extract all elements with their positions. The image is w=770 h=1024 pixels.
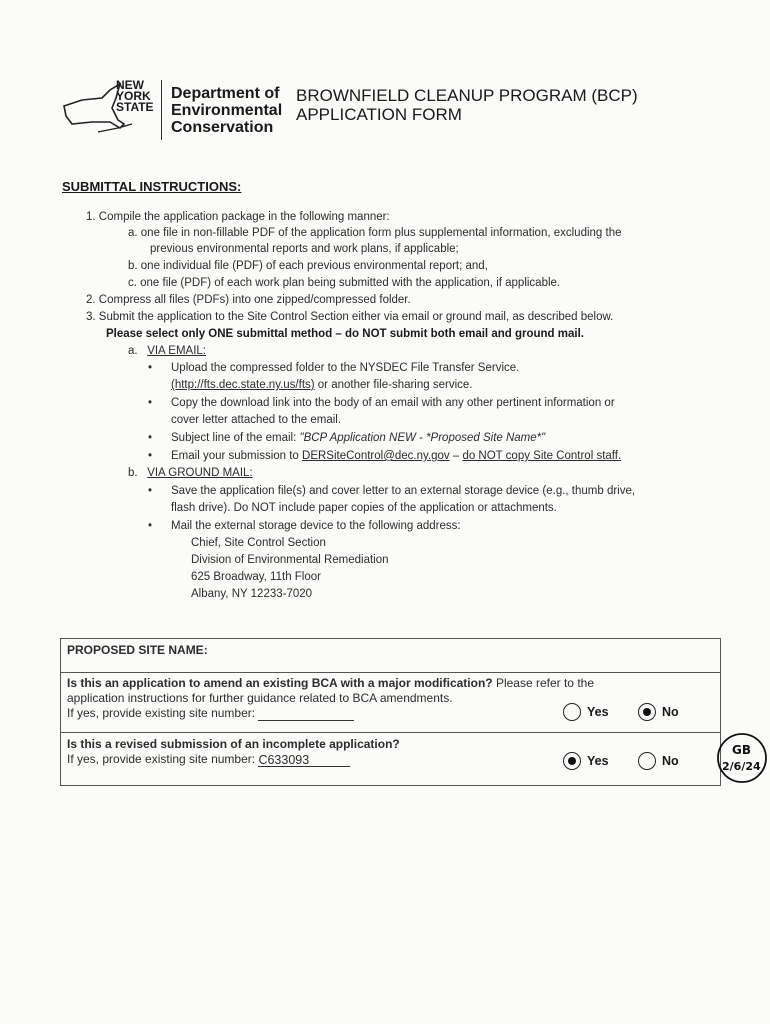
email-bullet-3: • Subject line of the email: "BCP Application NEW - *Proposed Site Name*"	[171, 430, 545, 446]
address-line: 625 Broadway, 11th Floor	[191, 571, 321, 583]
fts-link[interactable]: (http://fts.dec.state.ny.us/fts)	[171, 379, 315, 391]
step-1: 1. Compile the application package in the following manner:	[86, 211, 390, 223]
q2-site-number-label: If yes, provide existing site number: C633093	[67, 752, 350, 767]
svg-text:2/6/24: 2/6/24	[722, 760, 761, 773]
q1-instructions: application instructions for further guidance related to BCA amendments.	[67, 691, 453, 705]
q1-site-number-label: If yes, provide existing site number:	[67, 706, 354, 721]
q1-no-label: No	[662, 705, 679, 719]
proposed-site-name-label: PROPOSED SITE NAME:	[67, 643, 208, 657]
q1-site-number-field[interactable]	[258, 707, 354, 721]
address-line: Division of Environmental Remediation	[191, 554, 389, 566]
svg-text:GB: GB	[732, 743, 751, 757]
mail-bullet-2: • Mail the external storage device to the following address:	[171, 518, 461, 534]
handwritten-initials-stamp	[716, 732, 768, 784]
via-ground-mail-label: VIA GROUND MAIL:	[147, 467, 253, 479]
nys-logo-text: NEW YORK STATE	[116, 78, 154, 114]
site-info-form	[60, 638, 721, 786]
address-line: Chief, Site Control Section	[191, 537, 326, 549]
mail-bullet-1-cont: flash drive). Do NOT include paper copies of the application or attachments.	[171, 502, 557, 514]
step-1b: b. one individual file (PDF) of each previous environmental report; and,	[128, 260, 488, 272]
step-3: 3. Submit the application to the Site Control Section either via email or ground mail, as described below.	[86, 311, 614, 323]
q1-yes-radio[interactable]	[563, 703, 581, 721]
q2-no-label: No	[662, 754, 679, 768]
submittal-instructions-heading: SUBMITTAL INSTRUCTIONS:	[62, 179, 242, 194]
step-3-warning: Please select only ONE submittal method – do NOT submit both email and ground mail.	[106, 328, 584, 340]
step-2: 2. Compress all files (PDFs) into one zipped/compressed folder.	[86, 294, 411, 306]
q2-no-radio[interactable]	[638, 752, 656, 770]
row-divider	[61, 672, 720, 673]
q2-site-number-field[interactable]: C633093	[258, 753, 350, 767]
q2-yes-label: Yes	[587, 754, 609, 768]
form-title: BROWNFIELD CLEANUP PROGRAM (BCP) APPLICATION FORM	[296, 86, 638, 124]
q1-question: Is this an application to amend an existing BCA with a major modification? Please refer to the	[67, 676, 594, 690]
q1-no-radio[interactable]	[638, 703, 656, 721]
department-name: Department of Environmental Conservation	[171, 85, 283, 136]
step-1c: c. one file (PDF) of each work plan being submitted with the application, if applicable.	[128, 277, 561, 289]
email-bullet-2: • Copy the download link into the body of an email with any other pertinent information or	[171, 395, 615, 411]
email-bullet-1: • Upload the compressed folder to the NYSDEC File Transfer Service.	[171, 360, 519, 376]
address-line: Albany, NY 12233-7020	[191, 588, 313, 600]
row-divider	[61, 732, 720, 733]
q1-yes-label: Yes	[587, 705, 609, 719]
email-bullet-2-cont: cover letter attached to the email.	[171, 414, 342, 426]
email-bullet-4: • Email your submission to DERSiteControl@dec.ny.gov – do NOT copy Site Control staff.	[171, 448, 621, 464]
q2-yes-radio[interactable]	[563, 752, 581, 770]
header-divider	[161, 80, 162, 140]
email-address-link[interactable]: DERSiteControl@dec.ny.gov	[302, 450, 450, 462]
option-a-email: a. VIA EMAIL:	[128, 345, 206, 357]
email-bullet-1-cont: (http://fts.dec.state.ny.us/fts) or another file-sharing service.	[171, 379, 473, 391]
q2-question: Is this a revised submission of an incomplete application?	[67, 737, 400, 751]
step-1a-cont: previous environmental reports and work plans, if applicable;	[150, 243, 459, 255]
step-1a: a. one file in non-fillable PDF of the application form plus supplemental information, excluding the	[128, 227, 622, 239]
via-email-label: VIA EMAIL:	[147, 345, 206, 357]
option-b-mail: b. VIA GROUND MAIL:	[128, 467, 253, 479]
mail-bullet-1: • Save the application file(s) and cover letter to an external storage device (e.g., thumb drive,	[171, 483, 635, 499]
